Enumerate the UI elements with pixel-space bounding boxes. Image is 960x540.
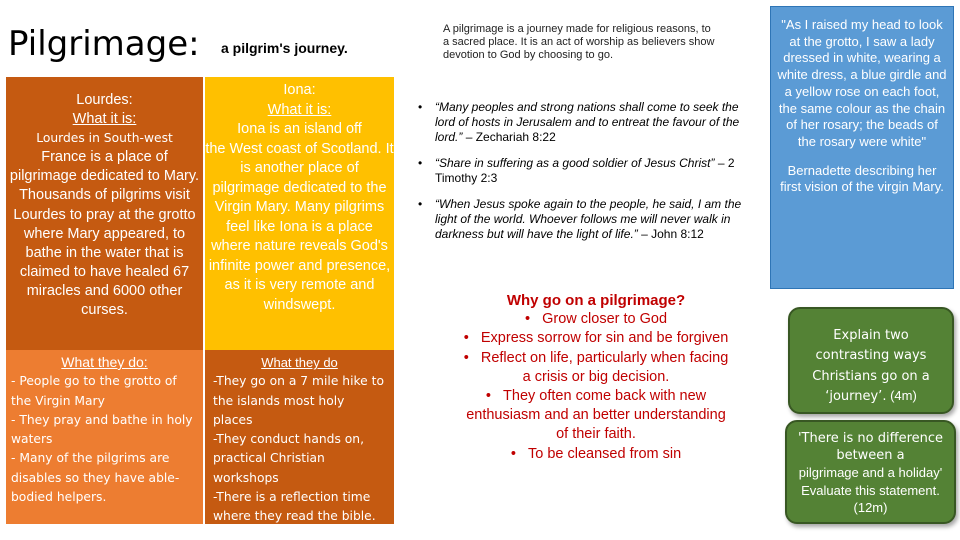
task-text: 'There is no difference between a (797, 431, 944, 464)
lourdes-heading: Lourdes: (76, 92, 133, 108)
task-marks: (4m) (886, 388, 917, 404)
reason-text: Express sorrow for sin and be forgiven (480, 330, 729, 347)
task-evaluate-box (785, 420, 956, 524)
bible-quote (412, 100, 747, 145)
reason-text: Reflect on life, particularly when facing a crisis or big decision. (480, 349, 729, 385)
bernadette-quote: "As I raised my head to look at the grotto, I saw a lady dressed in white, wearing a white dress, a blue girdle and a yellow rose on each foot, the same colour as the chain of her rosary; the beads of the rosary were white" (777, 17, 947, 149)
why-pilgrimage-section (455, 291, 737, 464)
task-explain-box (788, 307, 954, 414)
reason-text: They often come back with new enthusiasm and an better understanding of their faith. (466, 388, 726, 443)
page-subtitle: a pilgrim's journey. (221, 40, 348, 56)
bible-quote (412, 156, 747, 186)
lourdes-panel (6, 77, 203, 350)
bullet-icon: • (463, 349, 481, 366)
lourdes-body: France is a place of pilgrimage dedicated to Mary. Thousands of pilgrims visit Lourdes to pray at the grotto where Mary appeared, to bathe in the water that is claimed to have healed 67 miracles and 6000 other curses. (9, 149, 200, 319)
page-title: Pilgrimage: (8, 24, 200, 64)
reason-item (455, 387, 737, 445)
task-text: pilgrimage and a holiday' Evaluate this statement. (12m) (798, 465, 943, 515)
iona-do-item: -They go on a 7 mile hike to the islands most holy places (213, 374, 385, 427)
lourdes-do-heading: What they do: (61, 354, 148, 370)
reason-text: To be cleansed from sin (528, 445, 682, 462)
why-reasons-list (455, 310, 737, 464)
iona-activities-panel (205, 350, 394, 524)
bullet-icon: • (418, 197, 423, 211)
reason-item (455, 445, 737, 464)
lourdes-do-item: - They pray and bathe in holy waters (11, 412, 193, 447)
lourdes-what-heading: What it is: (72, 111, 137, 128)
iona-what-heading: What it is: (267, 101, 332, 118)
quote-text: “Share in suffering as a good soldier of Jesus Christ” (435, 156, 718, 170)
lourdes-do-item: - Many of the pilgrims are disables so they have able-bodied helpers. (11, 451, 180, 505)
bible-quote (412, 197, 747, 242)
reason-item (455, 349, 737, 387)
bible-quotes-list (412, 100, 747, 253)
pilgrimage-definition: A pilgrimage is a journey made for religious reasons, to a sacred place. It is an act of worship as believers show devotion to God by choosing to go. (443, 23, 715, 61)
quote-text: “Many peoples and strong nations shall come to seek the lord of hosts in Jerusalem and to entreat the favour of the lord.” (435, 100, 740, 144)
task-text: Explain two contrasting ways Christians go on a ‘journey’. (812, 328, 930, 405)
iona-body: the West coast of Scotland. It is another place of pilgrimage dedicated to the Virgin Mary. Many pilgrims feel like Iona is a place where nature reveals God's infinite power and presence, as it is very remote and windswept. (205, 140, 394, 313)
reason-item (455, 329, 737, 348)
quote-text: “When Jesus spoke again to the people, he said, I am the light of the world. Whoever follows me will never walk in darkness but will have the light of life.” (435, 197, 742, 241)
lourdes-line1: Lourdes in South-west (36, 131, 173, 146)
iona-panel (205, 77, 394, 350)
iona-heading: Iona: (283, 82, 316, 98)
bernadette-quote-box (770, 6, 954, 289)
bullet-icon: • (418, 156, 423, 170)
bullet-icon: • (510, 445, 529, 462)
bernadette-caption: Bernadette describing her first vision of the virgin Mary. (780, 162, 944, 195)
why-title: Why go on a pilgrimage? (506, 292, 686, 309)
iona-do-item: -They conduct hands on, practical Christian workshops (213, 432, 365, 485)
reason-text: Grow closer to God (542, 311, 668, 328)
bullet-icon: • (418, 100, 423, 114)
bullet-icon: • (524, 311, 543, 328)
reason-item (455, 310, 737, 329)
bullet-icon: • (463, 330, 481, 347)
quote-reference: – 2 Timothy 2:3 (435, 156, 735, 185)
quote-reference: – Zechariah 8:22 (465, 130, 556, 144)
lourdes-do-item: - People go to the grotto of the Virgin Mary (11, 374, 177, 408)
iona-do-item: -There is a reflection time where they read the bible. (213, 490, 376, 524)
iona-do-heading: What they do (261, 355, 338, 370)
lourdes-activities-panel (6, 350, 203, 524)
bullet-icon: • (485, 388, 504, 405)
iona-line1: Iona is an island off (237, 121, 362, 137)
quote-reference: – John 8:12 (641, 227, 704, 241)
